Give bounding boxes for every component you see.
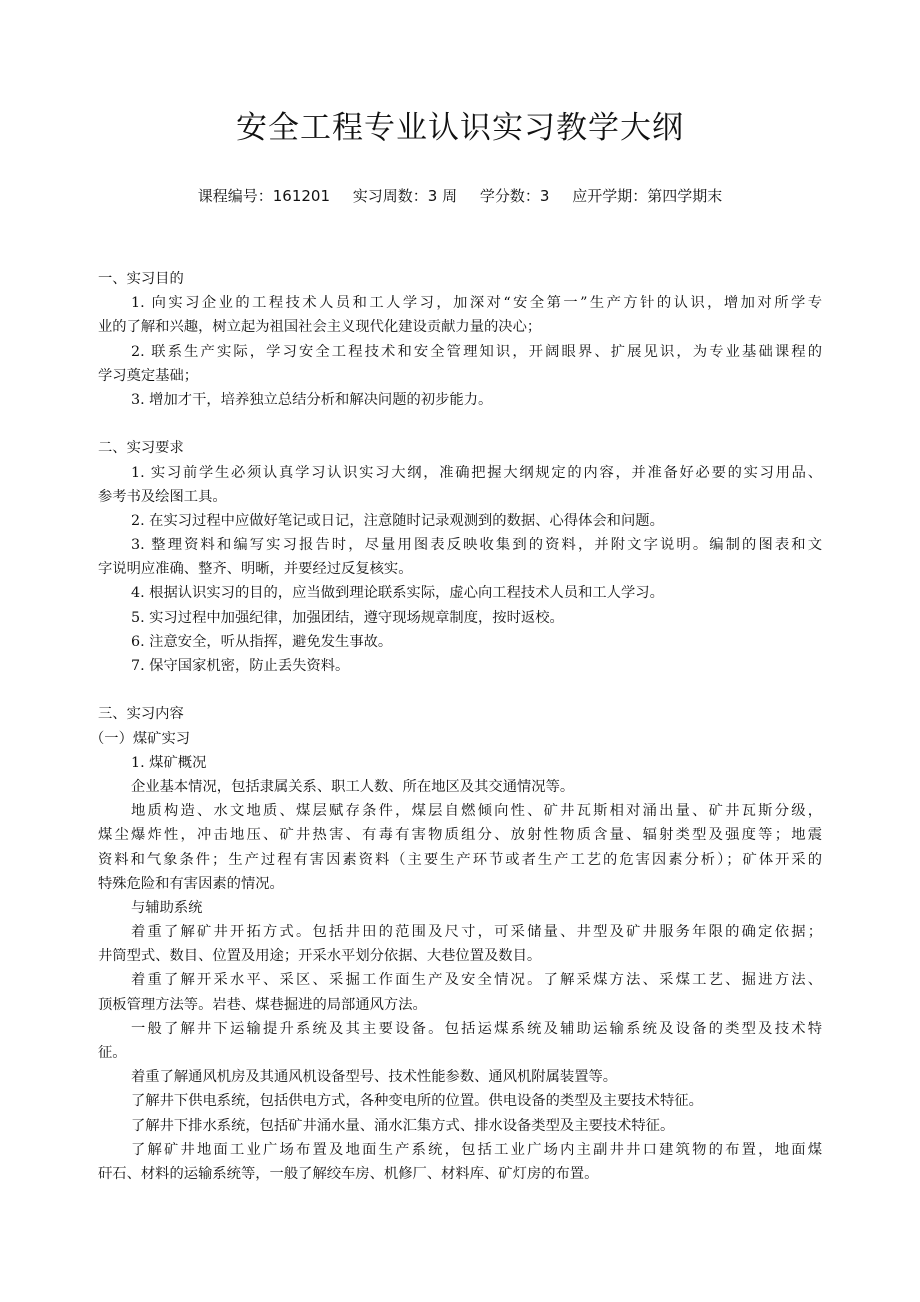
text-line: 了解井下供电系统，包括供电方式，各种变电所的位置。供电设备的类型及主要技术特征。: [131, 1093, 703, 1110]
text-line: 6. 注意安全，听从指挥，避免发生事故。: [131, 633, 393, 650]
course-code: 课程编号：161201: [197, 187, 331, 205]
text-line: 着重了解通风机房及其通风机设备型号、技术性能参数、通风机附属装置等。: [131, 1069, 618, 1086]
text-line: 学习奠定基础；: [98, 367, 199, 384]
text-line: 3. 增加才干，培养独立总结分析和解决问题的初步能力。: [131, 391, 493, 408]
credits: 学分数：3: [479, 187, 550, 205]
document-title: 安全工程专业认识实习教学大纲: [236, 110, 684, 146]
text-line: 与辅助系统: [131, 899, 203, 916]
document-body: [90, 267, 822, 1186]
text-line: 矸石、材料的运输系统等，一般了解绞车房、机修厂、材料库、矿灯房的布置。: [98, 1165, 599, 1182]
text-line: 地质构造、水文地质、煤层赋存条件，煤层自燃倾向性、矿井瓦斯相对涌出量、矿井瓦斯分级，: [131, 803, 822, 820]
text-line: 煤尘爆炸性，冲击地压、矿井热害、有毒有害物质组分、放射性物质含量、辐射类型及强度等；地震: [98, 827, 822, 844]
text-line: 特殊危险和有害因素的情况。: [98, 875, 284, 892]
text-line: 2. 在实习过程中应做好笔记或日记，注意随时记录观测到的数据、心得体会和问题。: [131, 512, 664, 529]
text-line: 三、实习内容: [98, 706, 184, 723]
text-line: 3. 整理资料和编写实习报告时，尽量用图表反映收集到的资料，并附文字说明。编制的图表和文: [131, 537, 822, 554]
semester: 应开学期：第四学期末: [572, 187, 723, 205]
text-line: 企业基本情况，包括隶属关系、职工人数、所在地区及其交通情况等。: [131, 778, 575, 795]
text-line: 参考书及绘图工具。: [98, 488, 227, 505]
text-line: （一）煤矿实习: [90, 730, 191, 747]
text-line: 2. 联系生产实际，学习安全工程技术和安全管理知识，开阔眼界、扩展见识，为专业基础课程的: [131, 343, 822, 360]
blank-line: [98, 412, 822, 436]
text-line: 着重了解开采水平、采区、采掘工作面生产及安全情况。了解采煤方法、采煤工艺、掘进方法、: [131, 972, 822, 989]
practice-weeks: 实习周数：3 周: [352, 187, 458, 205]
text-line: 4. 根据认识实习的目的，应当做到理论联系实际，虚心向工程技术人员和工人学习。: [131, 585, 664, 602]
text-line: 一、实习目的: [98, 271, 184, 287]
blank-line: [98, 678, 822, 702]
text-line: 顶板管理方法等。岩巷、煤巷掘进的局部通风方法。: [98, 996, 427, 1013]
text-line: 了解井下排水系统，包括矿井涌水量、涌水汇集方式、排水设备类型及主要技术特征。: [131, 1117, 675, 1134]
text-line: 1. 煤矿概况: [131, 754, 207, 771]
text-line: 1. 向实习企业的工程技术人员和工人学习，加深对“安全第一”生产方针的认识，增加对所学专: [131, 295, 822, 312]
text-line: 5. 实习过程中加强纪律，加强团结，遵守现场规章制度，按时返校。: [131, 609, 564, 626]
text-line: 征。: [98, 1045, 127, 1061]
text-line: 业的了解和兴趣，树立起为祖国社会主义现代化建设贡献力量的决心；: [98, 319, 542, 336]
text-line: 着重了解矿井开拓方式。包括井田的范围及尺寸，可采储量、井型及矿井服务年限的确定依据；: [131, 924, 822, 941]
text-line: 二、实习要求: [98, 440, 184, 457]
text-line: 了解矿井地面工业广场布置及地面生产系统，包括工业广场内主副井井口建筑物的布置，地面煤: [131, 1141, 822, 1158]
text-line: 井筒型式、数目、位置及用途；开采水平划分依据、大巷位置及数目。: [98, 948, 542, 965]
text-line: 1. 实习前学生必须认真学习认识实习大纲，准确把握大纲规定的内容，并准备好必要的实习用品、: [131, 464, 822, 481]
text-line: 资料和气象条件；生产过程有害因素资料（主要生产环节或者生产工艺的危害因素分析）；矿体开采的: [98, 851, 822, 868]
text-line: 一般了解井下运输提升系统及其主要设备。包括运煤系统及辅助运输系统及设备的类型及技术特: [131, 1020, 822, 1037]
text-line: 7. 保守国家机密，防止丢失资料。: [131, 658, 350, 674]
text-line: 字说明应准确、整齐、明晰，并要经过反复核实。: [98, 561, 413, 578]
course-meta: [0, 185, 920, 206]
